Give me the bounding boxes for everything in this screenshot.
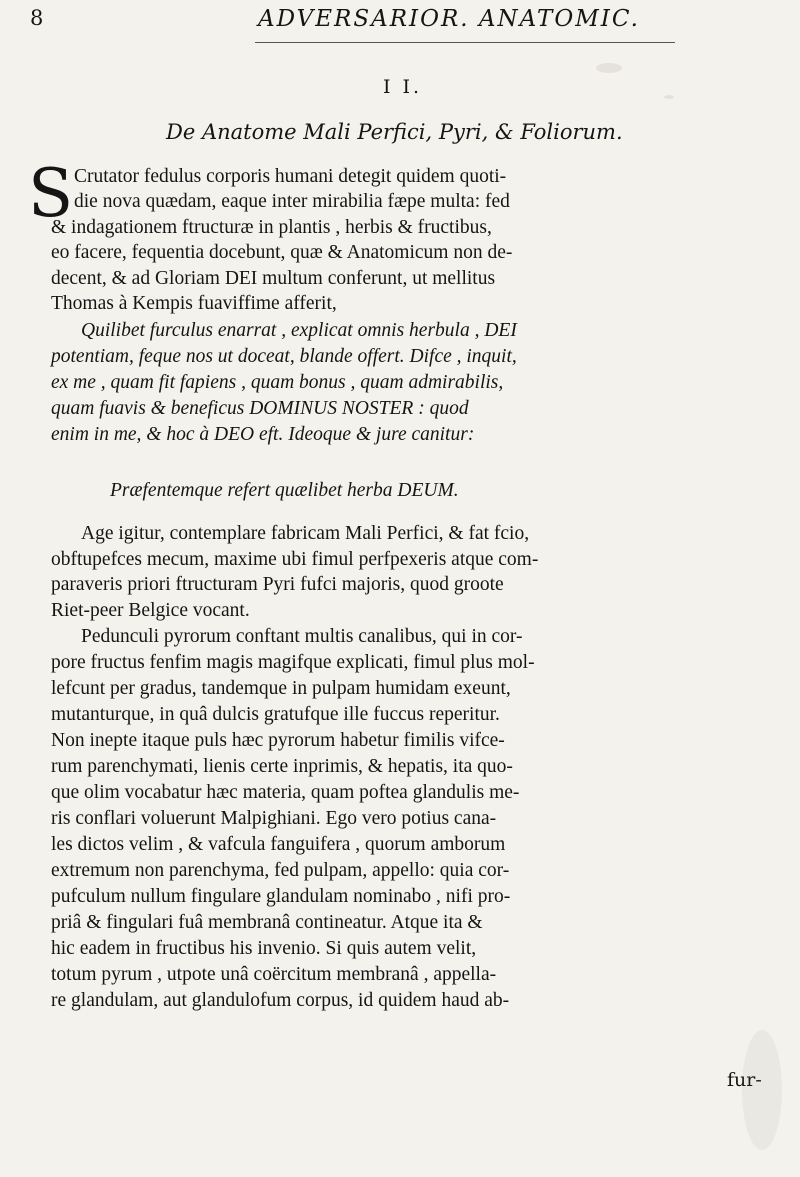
text-line: pufculum nullum fingulare glandulam nominabo , nifi pro- bbox=[51, 886, 511, 907]
text-line: priâ & fingulari fuâ membranâ contineatur. Atque ita & bbox=[51, 912, 483, 933]
section-number: I I. bbox=[383, 76, 423, 98]
quotation-line: potentiam, feque nos ut doceat, blande offert. Difce , inquit, bbox=[51, 346, 517, 367]
text-line: re glandulam, aut glandulofum corpus, id quidem haud ab- bbox=[51, 990, 510, 1011]
paper-stain bbox=[664, 95, 674, 99]
page-number: 8 bbox=[30, 6, 44, 30]
text-line: extremum non parenchyma, fed pulpam, appello: quia cor- bbox=[51, 860, 510, 881]
header-rule bbox=[255, 42, 675, 43]
text-line: mutanturque, in quâ dulcis gratufque ille fuccus reperitur. bbox=[51, 704, 500, 725]
section-title: De Anatome Mali Perfici, Pyri, & Foliorum. bbox=[166, 120, 623, 144]
drop-cap: S bbox=[28, 155, 74, 232]
text-line: & indagationem ftructuræ in plantis , herbis & fructibus, bbox=[51, 217, 492, 238]
text-line: decent, & ad Gloriam DEI multum conferunt, ut mellitus bbox=[51, 268, 496, 289]
quotation-line: enim in me, & hoc à DEO eft. Ideoque & jure canitur: bbox=[51, 424, 475, 445]
text-line: Riet-peer Belgice vocant. bbox=[51, 600, 250, 621]
text-line: Non inepte itaque puls hæc pyrorum habetur fimilis vifce- bbox=[51, 730, 505, 751]
text-line: Age igitur, contemplare fabricam Mali Perfici, & fat fcio, bbox=[81, 523, 530, 544]
paper-stain bbox=[596, 63, 622, 73]
text-line: les dictos velim , & vafcula fanguifera , quorum amborum bbox=[51, 834, 506, 855]
quotation-line: quam fuavis & beneficus DOMINUS NOSTER : quod bbox=[51, 398, 469, 419]
paper-stain bbox=[742, 1030, 782, 1150]
text-line: ris conflari voluerunt Malpighiani. Ego vero potius cana- bbox=[51, 808, 497, 829]
catchword: fur- bbox=[727, 1069, 762, 1091]
text-line: totum pyrum , utpote unâ coërcitum membranâ , appella- bbox=[51, 964, 497, 985]
text-line: Pedunculi pyrorum conftant multis canalibus, qui in cor- bbox=[81, 626, 523, 647]
quotation-line: ex me , quam fit fapiens , quam bonus , quam admirabilis, bbox=[51, 372, 504, 393]
text-line: hic eadem in fructibus his invenio. Si quis autem velit, bbox=[51, 938, 477, 959]
text-line: die nova quædam, eaque inter mirabilia fæpe multa: fed bbox=[74, 191, 510, 212]
text-line: pore fructus fenfim magis magifque explicati, fimul plus mol- bbox=[51, 652, 535, 673]
text-line: eo facere, fequentia docebunt, quæ & Anatomicum non de- bbox=[51, 242, 513, 263]
text-line: rum parenchymati, lienis certe inprimis, & hepatis, ita quo- bbox=[51, 756, 513, 777]
text-line: paraveris priori ftructuram Pyri fufci majoris, quod groote bbox=[51, 574, 504, 595]
text-line: obftupefces mecum, maxime ubi fimul perfpexeris atque com- bbox=[51, 549, 539, 570]
text-line: lefcunt per gradus, tandemque in pulpam humidam exeunt, bbox=[51, 678, 511, 699]
verse-line: Præfentemque refert quælibet herba DEUM. bbox=[110, 480, 459, 501]
quotation-line: Quilibet furculus enarrat , explicat omnis herbula , DEI bbox=[81, 320, 517, 341]
text-line: Crutator fedulus corporis humani detegit quidem quoti- bbox=[74, 166, 507, 187]
running-head: ADVERSARIOR. ANATOMIC. bbox=[258, 6, 640, 32]
text-line: que olim vocabatur hæc materia, quam poftea glandulis me- bbox=[51, 782, 520, 803]
text-line: Thomas à Kempis fuaviffime afferit, bbox=[51, 293, 337, 314]
